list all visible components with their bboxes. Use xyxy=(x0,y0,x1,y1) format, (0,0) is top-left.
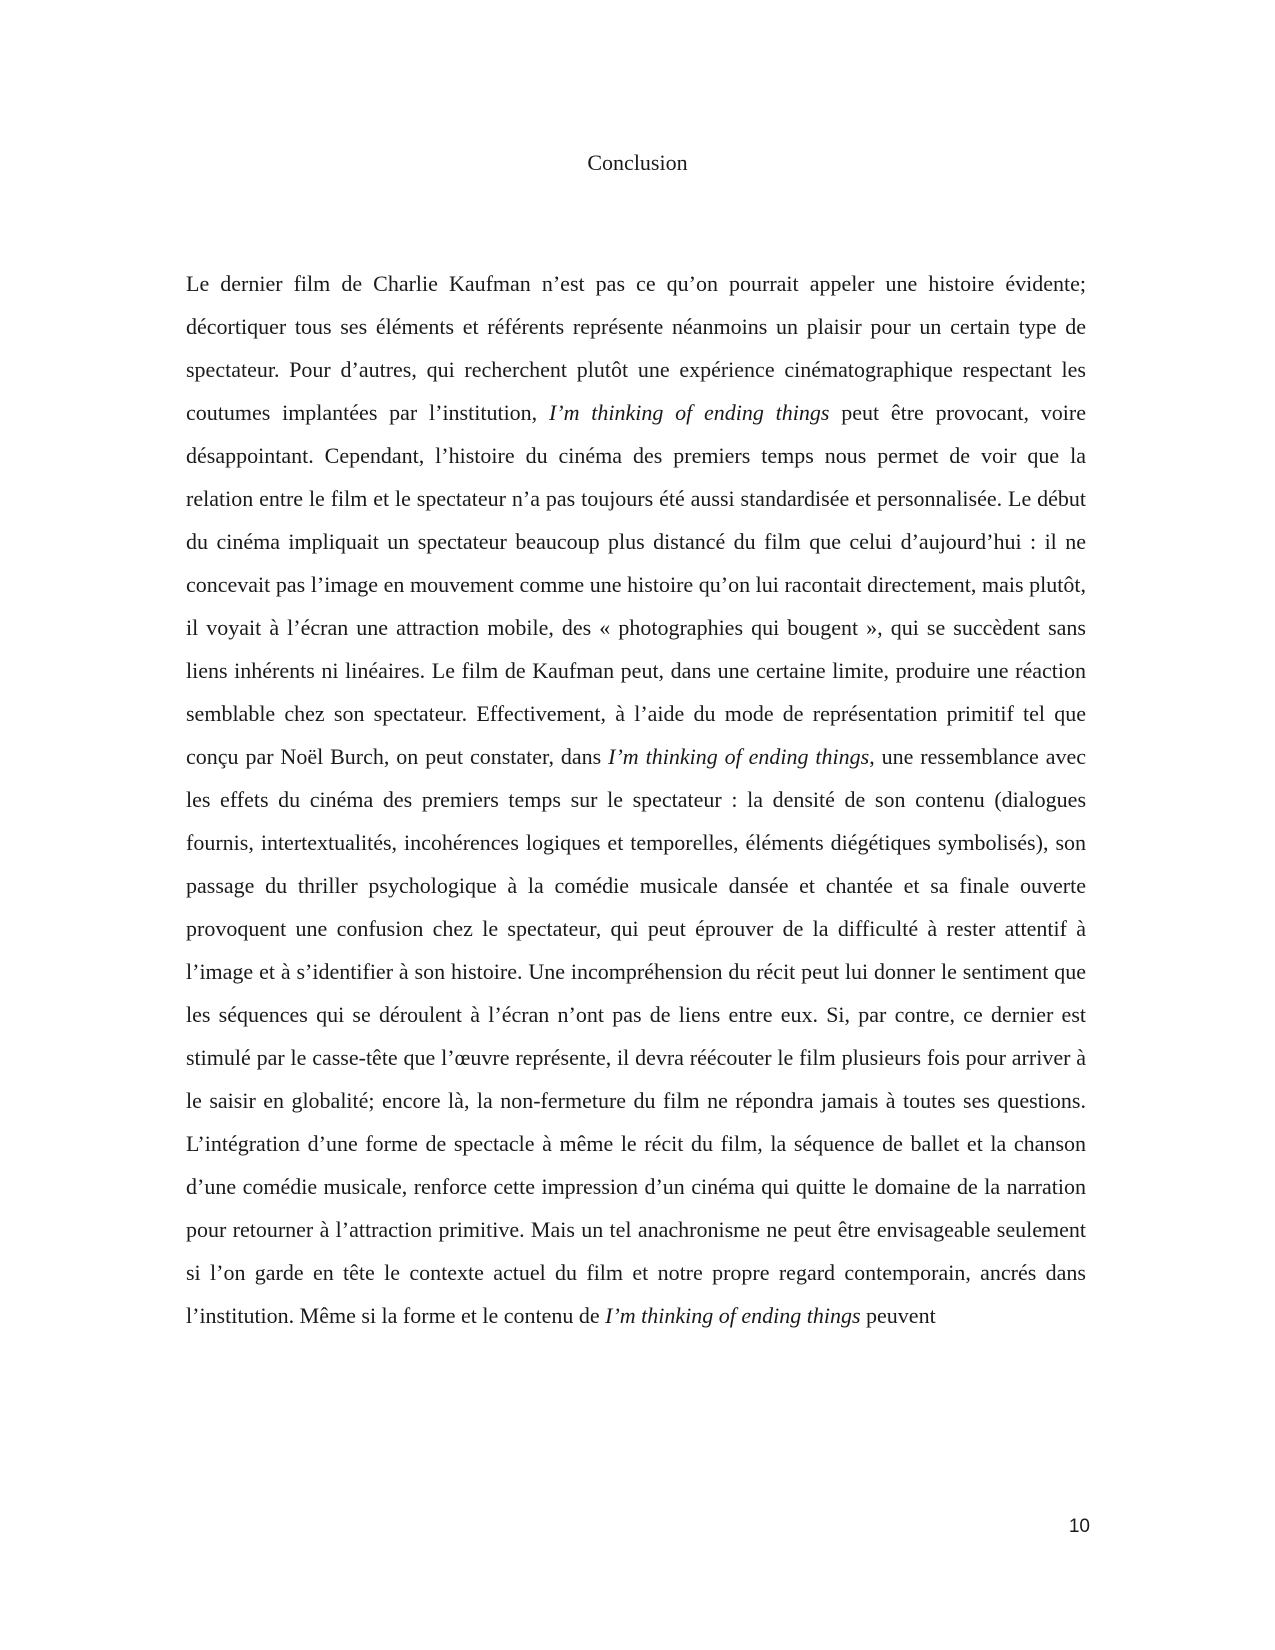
paragraph-segment: Le dernier film de Charlie Kaufman n’est pas ce qu’on pourrait appeler une histoire évidente; décortiquer tous ses éléments et référents représente néanmoins un plaisir pour un certain type de spectateur. Pour d’autres, qui recherchent plutôt une expérience cinématographique respectant les coutumes implantées par l’institution, xyxy=(186,271,1086,425)
paragraph-segment: peut être provocant, voire désappointant. Cependant, l’histoire du cinéma des premiers temps nous permet de voir que la relation entre le film et le spectateur n’a pas toujours été aussi standardisée et personnalisée. Le début du cinéma impliquait un spectateur beaucoup plus distancé du film que celui d’aujourd’hui : il ne concevait pas l’image en mouvement comme une histoire qu’on lui racontait directement, mais plutôt, il voyait à l’écran une attraction mobile, des « photographies qui bougent », qui se succèdent sans liens inhérents ni linéaires. Le film de Kaufman peut, dans une certaine limite, produire une réaction semblable chez son spectateur. Effectivement, à l’aide du mode de représentation primitif tel que conçu par Noël Burch, on peut constater, dans xyxy=(186,400,1087,769)
paragraph-segment: peuvent xyxy=(860,1303,936,1328)
film-title-italic: I’m thinking of ending things xyxy=(605,1303,861,1328)
film-title-italic: I’m thinking of ending things xyxy=(608,744,870,769)
page-number: 10 xyxy=(1068,1516,1090,1537)
page-title: Conclusion xyxy=(587,150,688,175)
film-title-italic: I’m thinking of ending things xyxy=(548,400,830,425)
paragraph-segment: , une ressemblance avec les effets du cinéma des premiers temps sur le spectateur : la densité de son contenu (dialogues fournis, intertextualités, incohérences logiques et temporelles, éléments diégétiques symbolisés), son passage du thriller psychologique à la comédie musicale dansée et chantée et sa finale ouverte provoquent une confusion chez le spectateur, qui peut éprouver de la difficulté à rester attentif à l’image et à s’identifier à son histoire. Une incompréhension du récit peut lui donner le sentiment que les séquences qui se déroulent à l’écran n’ont pas de liens entre eux. Si, par contre, ce dernier est stimulé par le casse-tête que l’œuvre représente, il devra réécouter le film plusieurs fois pour arriver à le saisir en globalité; encore là, la non-fermeture du film ne répondra jamais à toutes ses questions. L’intégration d’une forme de spectacle à même le récit du film, la séquence de ballet et la chanson d’une comédie musicale, renforce cette impression d’un cinéma qui quitte le domaine de la narration pour retourner à l’attraction primitive. Mais un tel anachronisme ne peut être envisageable seulement si l’on garde en tête le contexte actuel du film et notre propre regard contemporain, ancrés dans l’institution. Même si la forme et le contenu de xyxy=(186,744,1086,1328)
body-paragraph xyxy=(186,262,1086,1337)
